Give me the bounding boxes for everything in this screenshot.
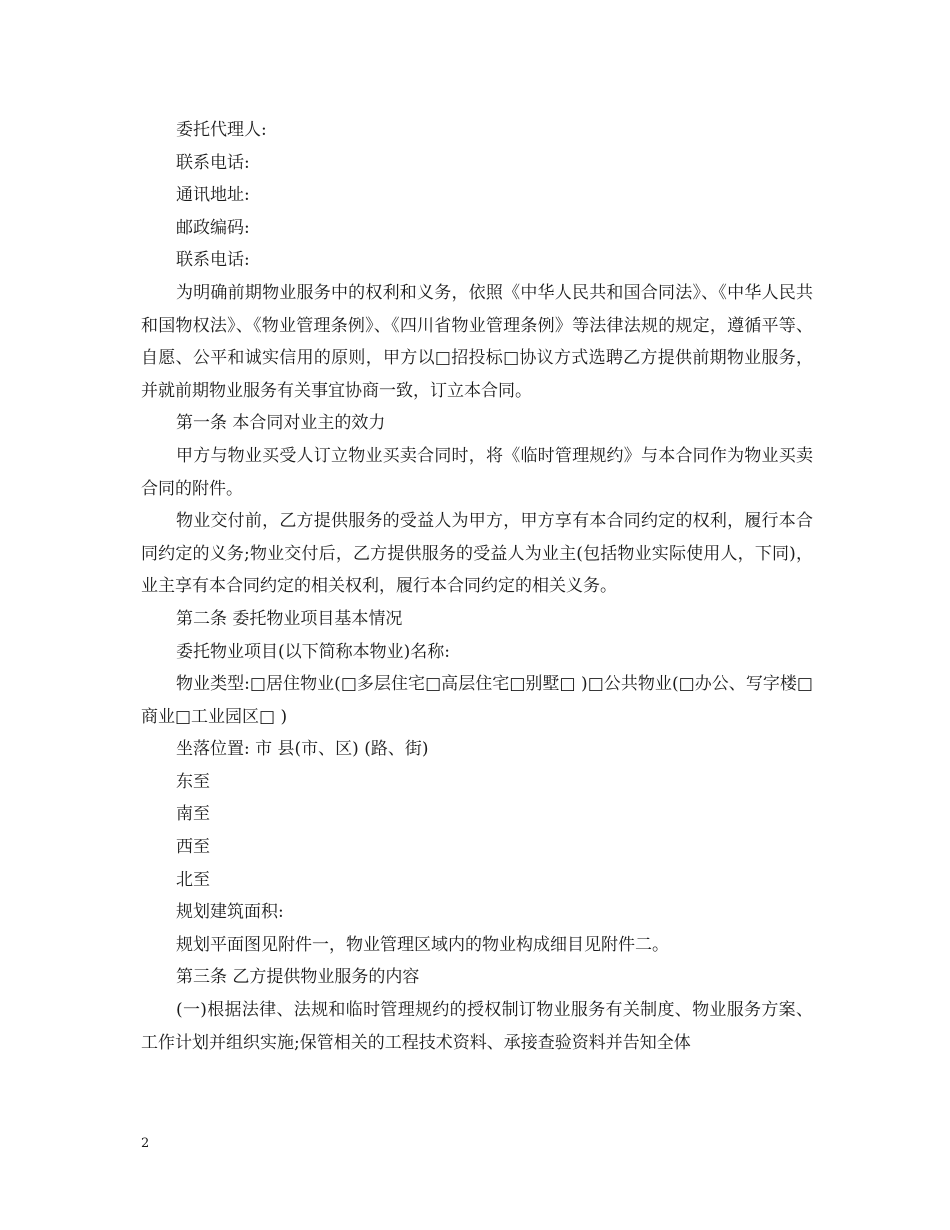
paragraph-site-plan: 规划平面图见附件一，物业管理区域内的物业构成细目见附件二。: [176, 934, 669, 955]
article-2-heading: 第二条 委托物业项目基本情况: [176, 608, 403, 629]
paragraph-preamble: 为明确前期物业服务中的权利和义务，依照《中华人民共和国合同法》、《中华人民共和国物权法》、《物业管理条例》、《四川省物业管理条例》等法律法规的规定，遵循平等、自愿、公平和诚实信用的原则，甲方以□招投标□协议方式选聘乙方提供前期物业服务，并就前期物业服务有关事宜协商一致，订立本合同。: [141, 282, 813, 401]
page-number: 2: [141, 1136, 150, 1151]
paragraph-article-1-a: 甲方与物业买受人订立物业买卖合同时，将《临时管理规约》与本合同作为物业买卖合同的附件。: [141, 445, 813, 499]
paragraph-postcode: 邮政编码:: [176, 217, 250, 238]
paragraph-article-1-b: 物业交付前，乙方提供服务的受益人为甲方，甲方享有本合同约定的权利，履行本合同约定的义务;物业交付后，乙方提供服务的受益人为业主(包括物业实际使用人，下同)，业主享有本合同约定的相关权利，履行本合同约定的相关义务。: [141, 511, 813, 597]
paragraph-south: 南至: [176, 804, 210, 825]
paragraph-west: 西至: [176, 837, 210, 858]
paragraph-phone: 联系电话:: [176, 152, 250, 173]
paragraph-planned-area: 规划建筑面积:: [176, 902, 284, 923]
paragraph-agent: 委托代理人:: [176, 120, 267, 140]
paragraph-address: 通讯地址:: [176, 185, 250, 206]
document-body: [141, 114, 813, 1059]
article-1-heading: 第一条 本合同对业主的效力: [176, 413, 386, 434]
paragraph-north: 北至: [176, 869, 210, 890]
paragraph-property-type: 物业类型:□居住物业(□多层住宅□高层住宅□别墅□ )□公共物业(□办公、写字楼□商业□工业园区□ ): [141, 674, 813, 727]
paragraph-location: 坐落位置: 市 县(市、区) (路、街): [176, 739, 429, 760]
paragraph-east: 东至: [176, 771, 210, 792]
paragraph-article-3-1: (一)根据法律、法规和临时管理规约的授权制订物业服务有关制度、物业服务方案、工作计划并组织实施;保管相关的工程技术资料、承接查验资料并告知全体: [141, 1000, 813, 1053]
paragraph-project-name: 委托物业项目(以下简称本物业)名称:: [176, 641, 450, 662]
article-3-heading: 第三条 乙方提供物业服务的内容: [176, 967, 420, 988]
paragraph-phone-2: 联系电话:: [176, 250, 250, 271]
